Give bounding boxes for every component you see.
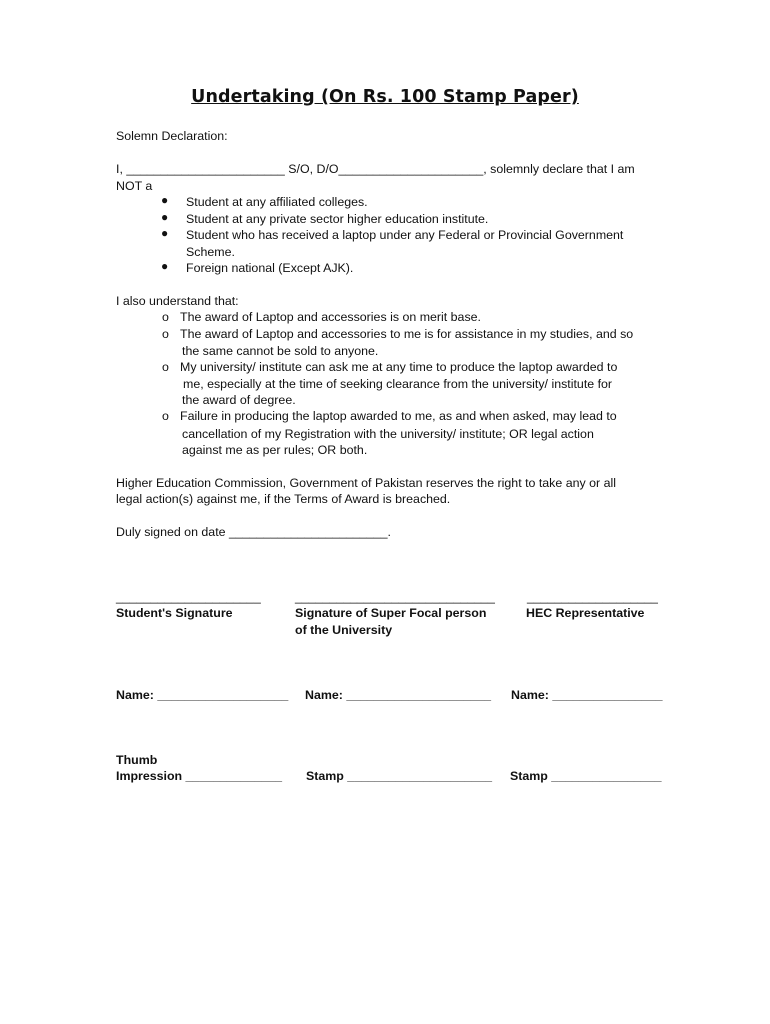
page-title: Undertaking (On Rs. 100 Stamp Paper): [191, 87, 579, 107]
hec-signature-line: ___________________: [527, 590, 658, 604]
focal-name-field: Name: _____________________: [305, 688, 492, 702]
declaration-line-2: NOT a: [116, 179, 153, 193]
focal-stamp-field: Stamp _____________________: [306, 769, 493, 783]
declaration-line-1: I, _______________________ S/O, D/O_____________________, solemnly declare that I am: [116, 162, 635, 176]
student-name-field: Name: ___________________: [116, 688, 289, 702]
bullet-icon: ●: [161, 193, 169, 207]
understand-heading: I also understand that:: [116, 294, 239, 308]
list-item: Failure in producing the laptop awarded to me, as and when asked, may lead to: [180, 409, 617, 423]
thumb-label: Thumb: [116, 753, 158, 767]
focal-signature-label-2: of the University: [295, 623, 393, 637]
student-signature-label: Student's Signature: [116, 606, 233, 620]
list-item-continuation: the award of degree.: [182, 393, 296, 407]
bullet-icon: ●: [161, 259, 169, 273]
hec-paragraph-line-2: legal action(s) against me, if the Terms of Award is breached.: [116, 492, 451, 506]
focal-signature-line: _____________________________: [295, 590, 495, 604]
list-marker: o: [162, 327, 169, 341]
hec-stamp-field: Stamp ________________: [510, 769, 662, 783]
hec-signature-label: HEC Representative: [526, 606, 645, 620]
list-item-continuation: cancellation of my Registration with the university/ institute; OR legal action: [182, 427, 594, 441]
list-item: The award of Laptop and accessories to me is for assistance in my studies, and so: [180, 327, 634, 341]
hec-name-field: Name: ________________: [511, 688, 663, 702]
hec-paragraph-line-1: Higher Education Commission, Government of Pakistan reserves the right to take any or all: [116, 476, 616, 490]
bullet-icon: ●: [161, 226, 169, 240]
list-item-continuation: Scheme.: [186, 245, 235, 259]
list-marker: o: [162, 360, 169, 374]
list-item-continuation: the same cannot be sold to anyone.: [182, 344, 379, 358]
focal-signature-label: Signature of Super Focal person: [295, 606, 487, 620]
student-signature-line: _____________________: [116, 590, 261, 604]
list-item: The award of Laptop and accessories is on merit base.: [180, 310, 481, 324]
list-item: My university/ institute can ask me at any time to produce the laptop awarded to: [180, 360, 618, 374]
list-item: Student who has received a laptop under any Federal or Provincial Government: [186, 228, 624, 242]
list-item: Foreign national (Except AJK).: [186, 261, 354, 275]
list-item-continuation: against me as per rules; OR both.: [182, 443, 368, 457]
thumb-impression-field: Impression ______________: [116, 769, 283, 783]
list-marker: o: [162, 409, 169, 423]
solemn-declaration-heading: Solemn Declaration:: [116, 129, 228, 143]
bullet-icon: ●: [161, 210, 169, 224]
duly-signed-line: Duly signed on date _______________________.: [116, 525, 391, 539]
list-item: Student at any private sector higher education institute.: [186, 212, 489, 226]
list-item: Student at any affiliated colleges.: [186, 195, 368, 209]
list-item-continuation: me, especially at the time of seeking clearance from the university/ institute for: [183, 377, 613, 391]
list-marker: o: [162, 310, 169, 324]
